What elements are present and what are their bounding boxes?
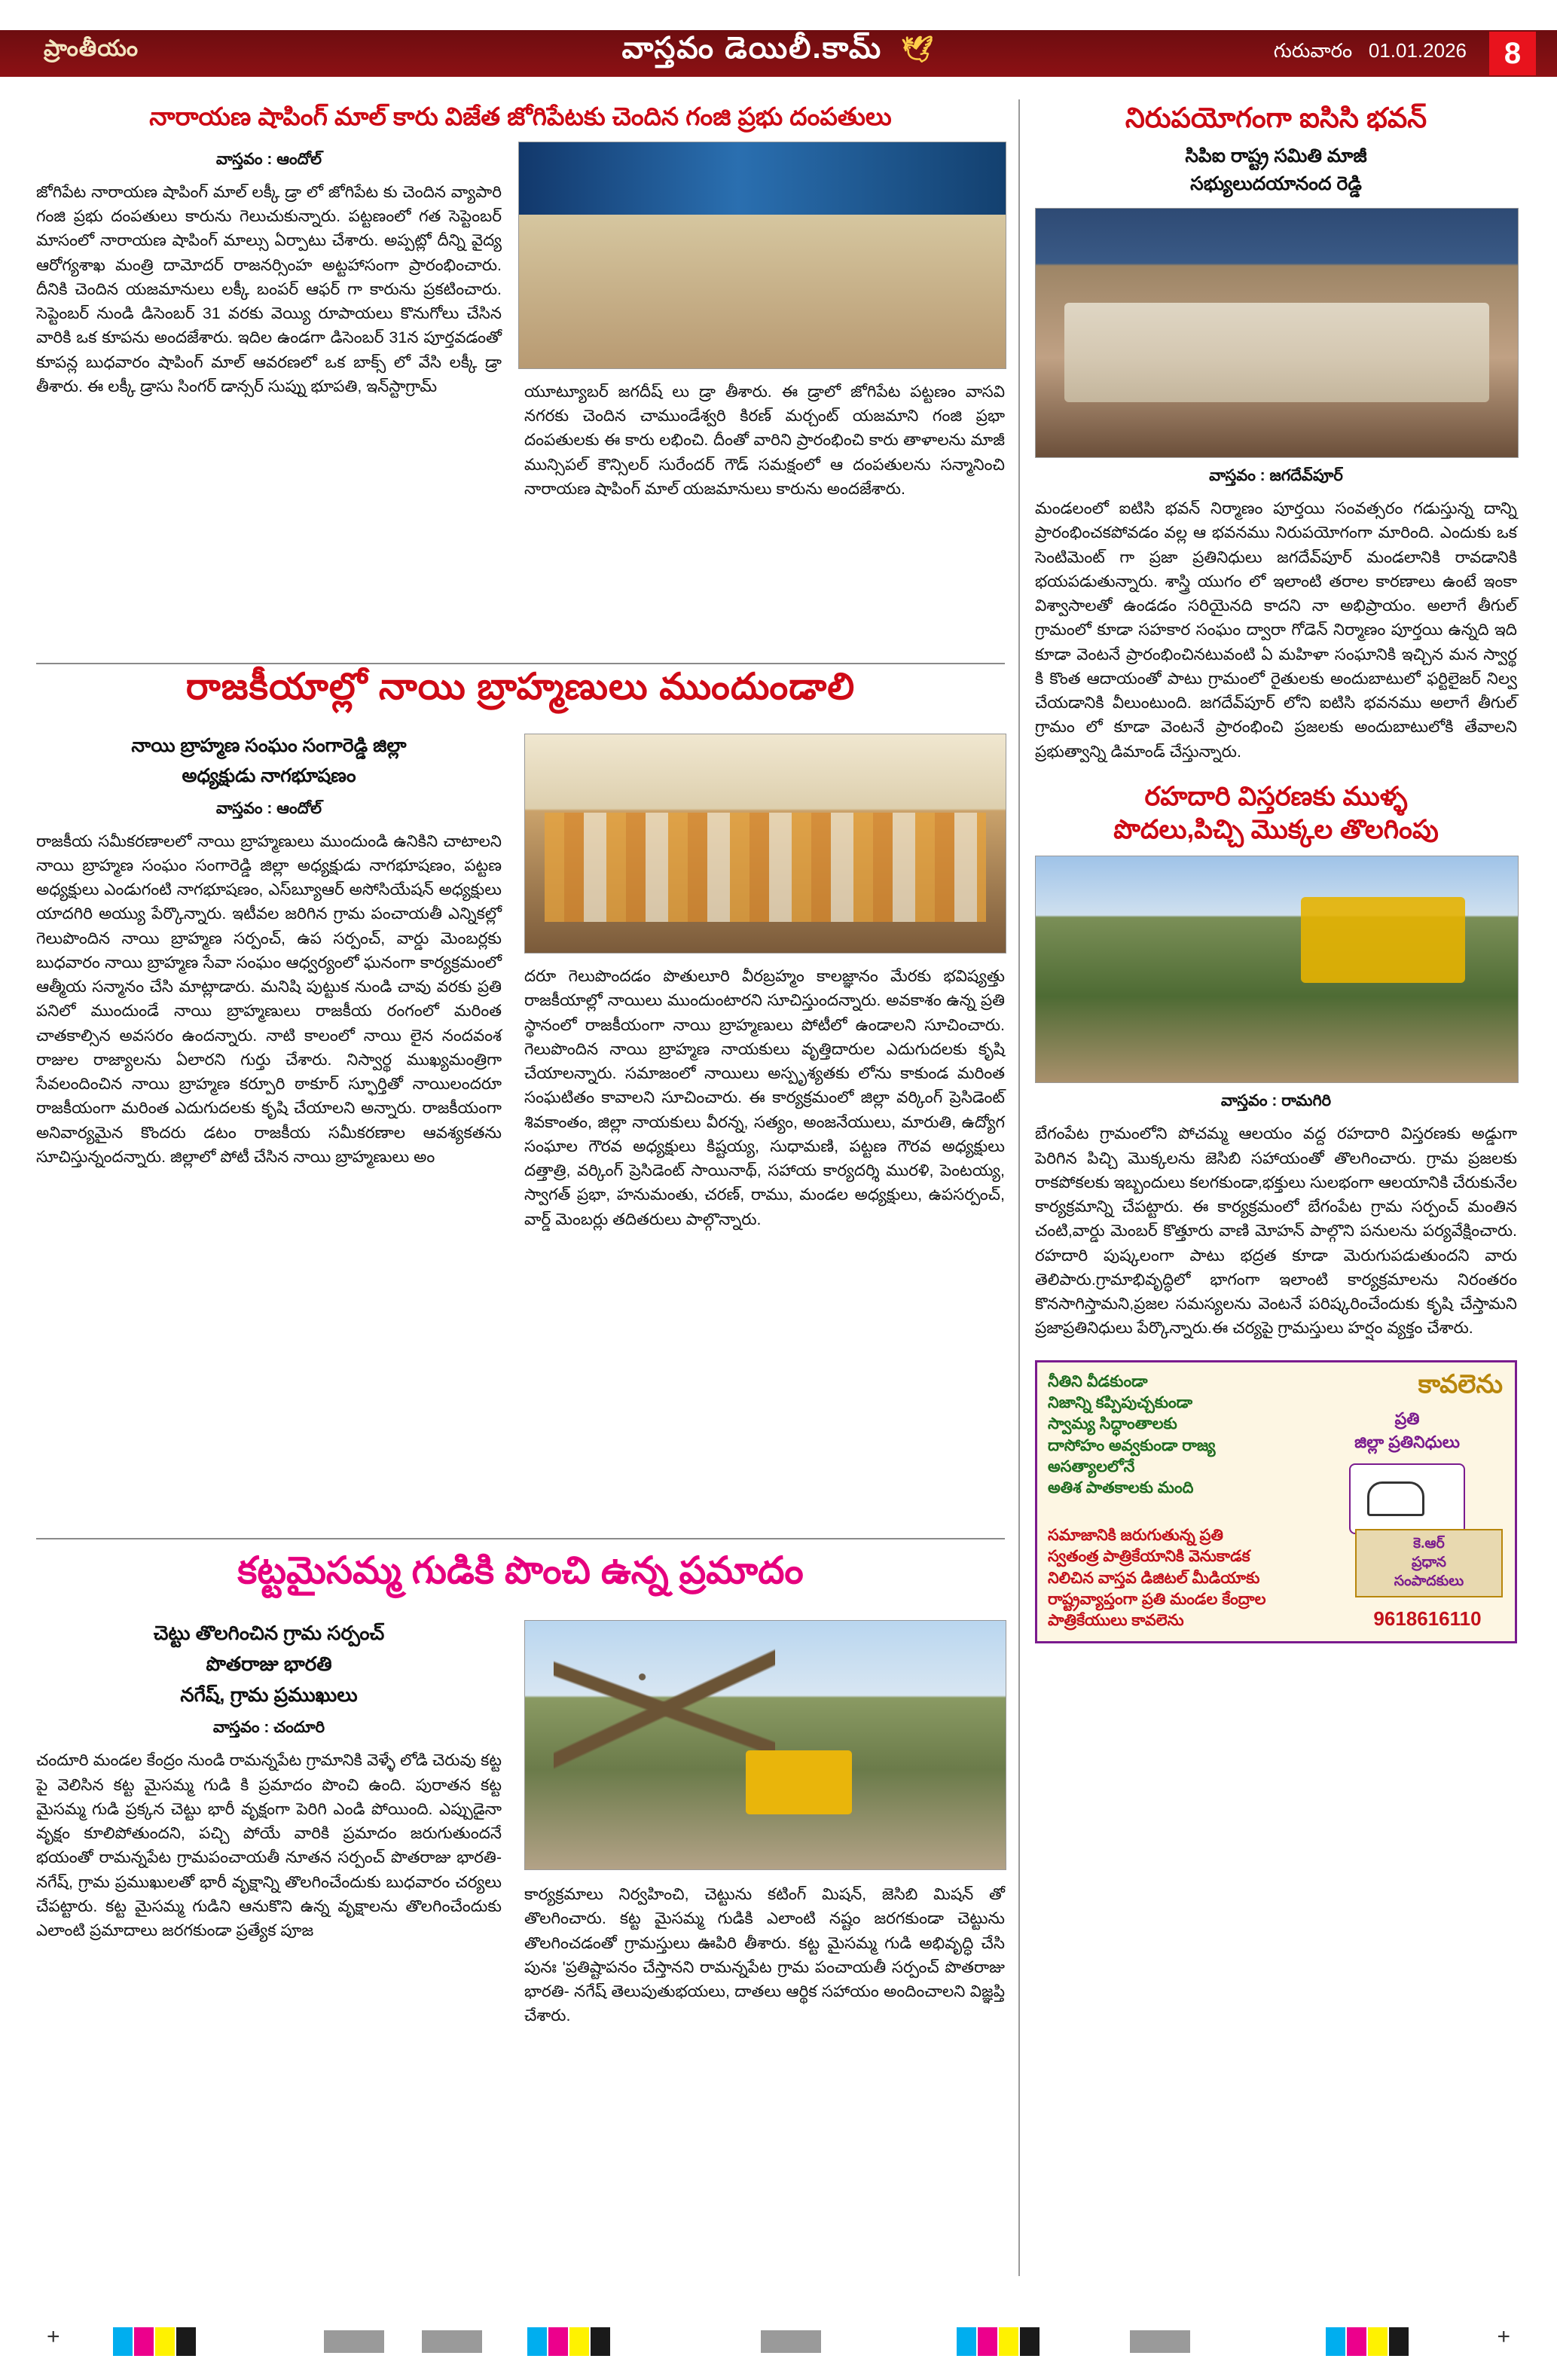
ad-phone-number[interactable]: 9618616110 xyxy=(1373,1606,1482,1630)
color-swatch-black-3 xyxy=(1020,2327,1040,2356)
masthead-date xyxy=(1274,39,1467,67)
article3-photo xyxy=(524,1620,1006,1870)
color-swatch-cyan-4 xyxy=(1326,2327,1345,2356)
article2-subheading-2: అధ్యక్షుడు నాగభూషణం xyxy=(182,764,356,786)
article5-byline: వాస్తవం : రామగిరి xyxy=(1220,1092,1332,1110)
article5-photo xyxy=(1035,856,1519,1083)
color-swatch-magenta-4 xyxy=(1347,2327,1366,2356)
article-shopping-mall xyxy=(36,102,1005,593)
masthead-section-label: ప్రాంతీయం xyxy=(44,36,139,61)
ad-line-6: అతిశ పాతకాలకు మంది xyxy=(1048,1479,1194,1497)
article5-body: బేగంపేట గ్రామంలోని పోచమ్మ ఆలయం వద్ద రహదారి విస్తరణకు అడ్డుగా పెరిగిన పిచ్చి మొక్కలను జెసిబి సహాయంతో తొలగించారు. గ్రామ ప్రజలకు రాకపోకలకు ఇబ్బందులు కలగకుండా,భక్తులు సులభంగా ఆలయానికి చేరుకునేల కార్యక్రమాన్ని చేపట్టారు. ఈ కార్యక్రమంలో బేగంపేట గ్రామ సర్పంచ్ మంతిన చంటి,వార్డు మెంబర్ కొత్తూరు వాణి మోహన్ పాల్గొని పనులను పర్యవేక్షించారు. రహదారి పుష్కలంగా పాటు భద్రత కూడా మెరుగుపడుతుందని వారు తెలిపారు.గ్రామాభివృద్ధిలో భాగంగా ఇలాంటి కార్యక్రమాలను నిరంతరం కొనసాగిస్తామని,ప్రజల సమస్యలను వెంటనే పరిష్కరించేందుకు కృషి చేస్తామని ప్రజాప్రతినిధులు పేర్కొన్నారు.ఈ చర్యపై గ్రామస్తులు హర్షం వ్యక్తం చేశారు. xyxy=(1035,1124,1517,1338)
article3-byline: వాస్తవం : చందూరి xyxy=(212,1719,325,1737)
color-swatch-magenta xyxy=(134,2327,154,2356)
article-temple-tree xyxy=(36,1549,1005,2025)
ad-district-label-1: ప్రతి xyxy=(1394,1408,1420,1428)
color-swatch-cyan-2 xyxy=(527,2327,547,2356)
gray-patch-2 xyxy=(422,2330,482,2353)
article3-subheading-3: నగేష్, గ్రామ ప్రముఖులు xyxy=(180,1683,358,1707)
color-swatch-black xyxy=(176,2327,196,2356)
article1-photo xyxy=(518,142,1006,369)
article3-headline: కట్టమైసమ్మ గుడికి పొంచి ఉన్న ప్రమాదం xyxy=(237,1549,804,1591)
column-divider-right xyxy=(1018,99,1020,2276)
writing-hand-icon xyxy=(1349,1463,1465,1534)
ad-red-line-5: పాత్రికేయులు కావలెను xyxy=(1048,1612,1184,1630)
ad-contact-name-3: సంపాదకులు xyxy=(1394,1573,1464,1589)
color-swatch-cyan-3 xyxy=(957,2327,976,2356)
article3-subheading-2: పొతరాజు భారతి xyxy=(206,1652,332,1676)
color-swatch-yellow xyxy=(155,2327,175,2356)
article3-subheading-1: చెట్టు తొలగించిన గ్రామ సర్పంచ్ xyxy=(153,1622,385,1644)
ad-line-4: దాసోహం అవ్వకుండా రాజ్య xyxy=(1048,1436,1216,1454)
ad-contact-name-1: కె.ఆర్ xyxy=(1413,1536,1445,1552)
ad-red-line-2: స్వతంత్ర పాత్రికేయానికి వెనుకాడక xyxy=(1048,1548,1250,1566)
article3-column-2: కార్యక్రమాలు నిర్వహించి, చెట్టును కటింగ్ మిషన్, జెసిబి మిషన్ తో తొలగించారు. కట్ట మైసమ్మ గుడికి ఎలాంటి నష్టం జరగకుండా చెట్టును తొలగించడంతో గ్రామస్తులు ఊపిరి తీశారు. కట్ట మైసమ్మ గుడి అభివృద్ధి చేసి పునః 'ప్రతిష్టాపనం చేస్తానని రామన్నపేట గ్రామ పంచాయతీ సర్పంచ్ పొతరాజు భారతి- నగేష్ తెలుపుతుభయలు, దాతలు ఆర్థిక సహాయం అందించాలని విజ్ఞప్తి చేశారు. xyxy=(524,1885,1005,2025)
ad-red-line-4: రాష్ట్రవ్యాప్తంగా ప్రతి మండల కేంద్రాల xyxy=(1048,1590,1266,1608)
masthead-title-text: వాస్తవం డెయిలీ.కామ్ xyxy=(621,32,883,65)
article5-headline-1: రహదారి విస్తరణకు ముళ్ళ xyxy=(1144,781,1408,811)
masthead xyxy=(0,30,1557,77)
gray-patch-4 xyxy=(1130,2330,1190,2353)
article2-subheading-1: నాయి బ్రాహ్మణ సంఘం సంగారెడ్డి జిల్లా xyxy=(131,735,407,756)
ad-red-line-3: నిలిచిన వాస్తవ డిజిటల్ మీడియాకు xyxy=(1048,1569,1260,1587)
article2-byline: వాస్తవం : ఆందోల్ xyxy=(215,799,322,817)
article1-byline: వాస్తవం : ఆందోల్ xyxy=(215,150,322,168)
color-swatch-yellow-2 xyxy=(569,2327,589,2356)
gray-patch-3 xyxy=(761,2330,821,2353)
color-swatch-yellow-4 xyxy=(1368,2327,1388,2356)
ad-district-label-2: జిల్లా ప్రతినిధులు xyxy=(1354,1432,1460,1451)
registration-mark-left-icon: + xyxy=(47,2324,60,2349)
article2-photo xyxy=(524,734,1006,954)
gray-patch-1 xyxy=(324,2330,384,2353)
article5-headline-2: పొదలు,పిచ్చి మొక్కల తొలగింపు xyxy=(1113,815,1439,845)
article3-column-1: చందూరి మండల కేంద్రం నుండి రామన్నపేట గ్రామానికి వెళ్ళే లోడి చెరువు కట్ట పై వెలిసిన కట్ట మైసమ్మ గుడి కి ప్రమాదం పొంచి ఉంది. పురాతన కట్ట మైసమ్మ గుడి ప్రక్కన చెట్టు భారీ వృక్షంగా పెరిగి ఎండి పోయింది. ఎప్పుడైనా వృక్షం కూలిపోతుందని, పచ్చి పోయే వారికి ప్రమాదం జరుగుతుందనే భయంతో రామన్నపేట గ్రామపంచాయతీ నూతన సర్పంచ్ పొతరాజు భారతి- నగేష్, గ్రామ ప్రముఖులతో భారీ వృక్షాన్ని తొలగించేందుకు బుధవారం చర్యలు చేపట్టారు. కట్ట మైసమ్మ గుడిని ఆనుకొని ఉన్న వృక్షాలను తొలగించేందుకు ఎలాంటి ప్రమాదాలు జరగకుండా ప్రత్యేక పూజ xyxy=(36,1751,502,1940)
article-nayi-brahmin xyxy=(36,666,1005,1228)
color-swatch-black-4 xyxy=(1389,2327,1409,2356)
article4-subheading-1: సిపిఐ రాష్ట్ర సమితి మాజీ xyxy=(1185,145,1367,166)
right-column xyxy=(1035,102,1517,1643)
registration-mark-right-icon: + xyxy=(1497,2324,1510,2349)
article4-byline: వాస్తవం : జగదేవ్‌పూర్ xyxy=(1209,467,1343,485)
article-road-widening xyxy=(1035,782,1517,1341)
color-swatch-magenta-3 xyxy=(978,2327,997,2356)
article4-photo xyxy=(1035,208,1519,458)
classified-advertisement[interactable] xyxy=(1035,1360,1517,1643)
color-swatch-black-2 xyxy=(591,2327,610,2356)
article4-headline: నిరుపయోగంగా ఐసిసి భవన్ xyxy=(1125,102,1427,133)
color-swatch-cyan xyxy=(113,2327,133,2356)
article1-headline: నారాయణ షాపింగ్ మాల్ కారు విజేత జోగిపేటకు చెందిన గంజి ప్రభు దంపతులు xyxy=(149,102,892,130)
masthead-date-value: 01.01.2026 xyxy=(1368,39,1467,62)
divider-1 xyxy=(36,663,1005,664)
article1-column-2: యూట్యూబర్ జగదీష్ లు డ్రా తీశారు. ఈ డ్రాలో జోగిపేట పట్టణం వాసవి నగరకు చెందిన చాముండేశ్వరి కిరణ్ మర్చంట్ యజమాని గంజి ప్రభా దంపతులకు ఈ కారు లభించి. దీంతో వారిని ప్రారంభించి కారు తాళాలను మాజీ మున్సిపల్ కౌన్సిలర్ సురేందర్ గౌడ్ సమక్షంలో ఆ దంపతులను సన్మానించి నారాయణ షాపింగ్ మాల్ యజమానులు కారును అందజేశారు. xyxy=(524,382,1005,498)
divider-2 xyxy=(36,1538,1005,1539)
ad-contact-box xyxy=(1355,1529,1503,1597)
ad-red-line-1: సమాజానికి జరుగుతున్న ప్రతి xyxy=(1048,1526,1223,1544)
color-swatch-magenta-2 xyxy=(548,2327,568,2356)
ad-line-1: నీతిని వీడకుండా xyxy=(1048,1372,1148,1390)
article2-headline: రాజకీయాల్లో నాయి బ్రాహ్మణులు ముందుండాలి xyxy=(185,667,856,707)
article4-body: మండలంలో ఐటిసి భవన్ నిర్మాణం పూర్తయి సంవత్సరం గడుస్తున్న దాన్ని ప్రారంభించకపోవడం వల్ల ఆ భవనము నిరుపయోగంగా మారింది. ఎందుకు ఒక సెంటిమెంట్ గా ప్రజా ప్రతినిధులు జగదేవ్‌పూర్ మండలానికి రావడానికి భయపడుతున్నారు. శాస్త్రి యుగం లో ఇలాంటి తరాల కారణాలు ఉంటే ఇంకా విశ్వాసాలతో ఉండడం సరియైనది కాదని నా అభిప్రాయం. అలాగే తీగుల్ గ్రామంలో కూడా సహకార సంఘం ద్వారా గోడెన్ నిర్మాణం పూర్తయి ఉన్నది ఇది కూడా వెంటనే ప్రారంభించినటువంటి ఏ మహిళా సంఘానికి ఇచ్చిన మన స్వార్థ కి కొంత ఆదాయంతో పాటు గ్రామంలో రైతులకు అందుబాటులో ఫర్టిలైజర్ నిల్వ చేయడానికి వీలుంటుంది. జగదేవ్‌పూర్ లోని ఐటిసి భవనము అలాగే తీగుల్ గ్రామం లో కూడా వెంటనే ప్రారంభించి ప్రజలకు అందుబాటులోకి తేవాలని ప్రభుత్వాన్ని డిమాండ్ చేస్తున్నారు. xyxy=(1035,499,1517,761)
article2-column-1: రాజకీయ సమీకరణాలలో నాయి బ్రాహ్మణులు ముందుండి ఉనికిని చాటాలని నాయి బ్రాహ్మణ సంఘం సంగారెడ్డి జిల్లా అధ్యక్షుడు నాగభూషణం, పట్టణ అధ్యక్షులు ఎండుగంటి నాగభూషణం, ఎస్‌బ్యూఆర్ అసోసియేషన్ అధ్యక్షులు యాదగిరి అయ్యు పేర్కొన్నారు. ఇటీవల జరిగిన గ్రామ పంచాయతీ ఎన్నికల్లో గెలుపొందిన నాయి బ్రాహ్మణ సర్పంచ్, ఉప సర్పంచ్, వార్డు మెంబర్లకు బుధవారం నాయి బ్రాహ్మణ సేవా సంఘం ఆధ్వర్యంలో ఘనంగా కార్యక్రమంలో ఆత్మీయ సన్మానం చేసి మాట్లాడారు. మనిషి పుట్టుక నుండి చావు వరకు ప్రతి పనిలో ముందుండే నాయి బ్రాహ్మణులు రాజకీయ రంగంలో మరింత చాతకాల్సిన అవసరం ఉందన్నారు. నాటి కాలంలో నాయి లైన నందవంశ రాజుల రాజ్యాలను ఏలారని గుర్తు చేశారు. నిస్వార్థ ముఖ్యమంత్రిగా సేవలందించిన నాయి బ్రాహ్మణ కర్పూరి ఠాకూర్ స్ఫూర్తితో నాయిలందరూ రాజకీయంగా మరింత ఎదుగుదలకు కృషి చేయాలని అన్నారు. రాజకీయంగా అనివార్యమైన కొందరు డటం రాజకీయ సమీకరణాల ఆవశ్యకతను సూచిస్తున్నందన్నారు. జిల్లాలో పోటీ చేసిన నాయి బ్రాహ్మణులు అం xyxy=(36,831,502,1166)
article1-column-1: జోగిపేట నారాయణ షాపింగ్ మాల్ లక్కీ డ్రా లో జోగిపేట కు చెందిన వ్యాపారి గంజి ప్రభు దంపతులు కారును గెలుచుకున్నారు. పట్టణంలో గత సెప్టెంబర్ మాసంలో నారాయణ షాపింగ్ మాల్సు ఏర్పాటు చేశారు. అప్పట్లో దీన్ని వైద్య ఆరోగ్యశాఖ మంత్రి దామోదర్ రాజనర్సింహ అట్టహాసంగా ప్రారంభించారు. దీనికి చెందిన యజమానులు లక్కీ బంపర్ ఆఫర్ గా కారును ప్రకటించారు. సెప్టెంబర్ నుండి డిసెంబర్ 31 వరకు వెయ్యి రూపాయలు కొనుగోలు చేసిన వారికి ఒక కూపను అందజేశారు. ఇదిల ఉండగా డిసెంబర్ 31న పూర్తవడంతో కూపన్ల బుధవారం షాపింగ్ మాల్ ఆవరణలో ఒక బాక్స్ లో వేసి లక్కీ డ్రా తీశారు. ఈ లక్కీ డ్రాసు సింగర్ డాన్సర్ సుప్ను భూపతి, ఇన్‌స్టాగ్రామ్ xyxy=(36,182,502,395)
print-registration-bar xyxy=(0,2324,1557,2359)
article2-column-2: దరూ గెలుపొందడం పొతులూరి వీరబ్రహ్మం కాలజ్ఞానం మేరకు భవిష్యత్తు రాజకీయాల్లో నాయిలు ముందుంటారని సూచిస్తుందన్నారు. అవకాశం ఉన్న ప్రతి స్థానంలో రాజకీయంగా నాయి బ్రాహ్మణులు పోటీలో ఉండాలని సూచించారు. గెలుపొందిన నాయి బ్రాహ్మణ నాయకులు వృత్తిదారుల ఎదుగుదలకు కృషి చేయాలన్నారు. సమాజంలో నాయిలు అస్పృశ్యతకు లోను కాకుండ మరింత సంఘటితం కావాలని సూచించారు. ఈ కార్యక్రమంలో జిల్లా వర్కింగ్ ప్రెసిడెంట్ శివకాంతం, జిల్లా నాయకులు వీరన్న, సత్యం, అంజనేయులు, మారుతి, ఉద్యోగ సంఘాల గౌరవ అధ్యక్షులు కిష్టయ్య, సుధామణి, పట్టణ గౌరవ అధ్యక్షులు దత్తాత్రి, వర్కింగ్ ప్రెసిడెంట్ సాయినాథ్, సహాయ కార్యదర్శి మురళి, పెంటయ్య, స్వాగత్ ప్రభా, హనుమంతు, చరణ్, రాము, మండల అధ్యక్షులు, ఉపసర్పంచ్, వార్డ్ మెంబర్లు తదితరులు పాల్గొన్నారు. xyxy=(524,967,1005,1228)
ad-title: కావలెను xyxy=(1418,1369,1503,1399)
color-swatch-yellow-3 xyxy=(999,2327,1018,2356)
masthead-day: గురువారం xyxy=(1273,39,1353,62)
ad-line-2: నిజాన్ని కప్పిపుచ్చకుండా xyxy=(1048,1393,1193,1411)
article-icc-bhavan xyxy=(1035,102,1517,764)
page-number-badge: 8 xyxy=(1489,32,1536,75)
ad-line-5: అసత్యాలలోనే xyxy=(1048,1457,1135,1475)
dove-icon: 🕊 xyxy=(901,35,936,64)
ad-contact-name-2: ప్రధాన xyxy=(1411,1555,1447,1571)
article4-subheading-2: సభ్యులుదయానంద రెడ్డి xyxy=(1190,173,1362,195)
ad-line-3: స్వామ్య సిద్ధాంతాలకు xyxy=(1048,1415,1177,1433)
